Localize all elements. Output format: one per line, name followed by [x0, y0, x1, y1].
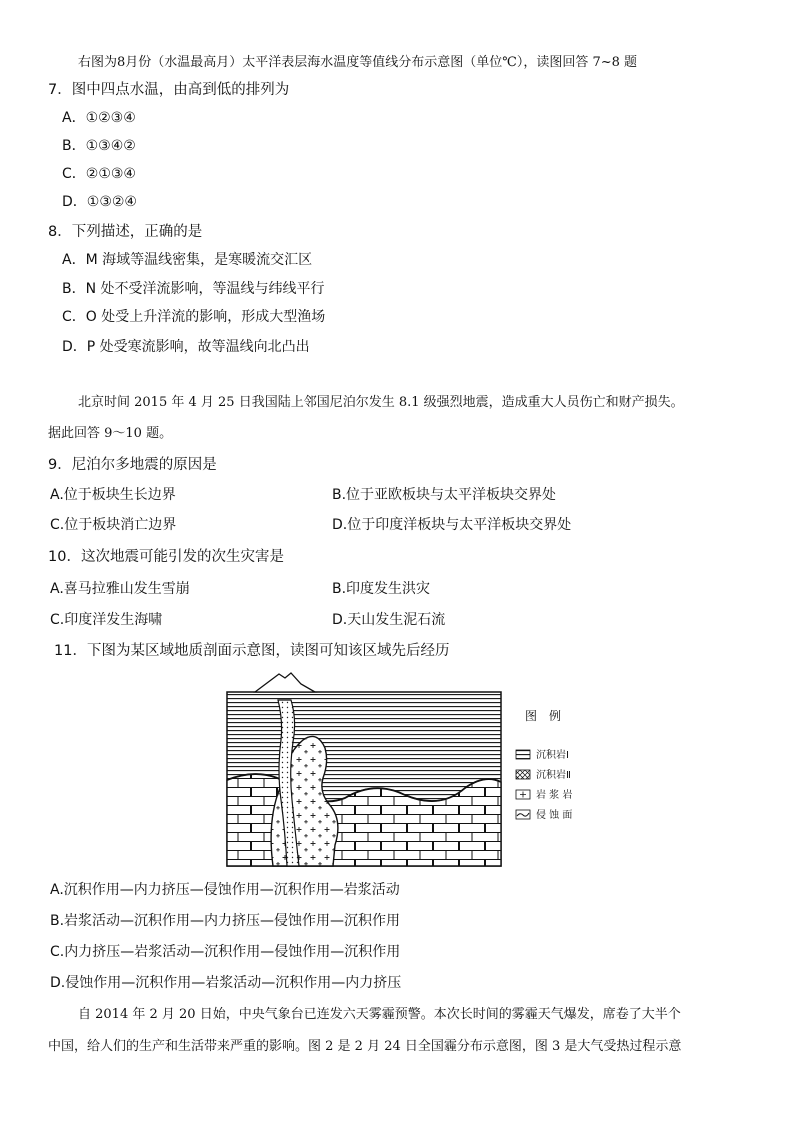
q9-option-a: A.位于板块生长边界: [50, 487, 176, 503]
q7-option-b: B．①③④②: [62, 138, 136, 154]
q7-option-a: A．①②③④: [62, 110, 136, 126]
legend-title: 图 例: [525, 709, 562, 723]
geologic-section-figure: [225, 670, 595, 870]
q11-option-a: A.沉积作用—内力挤压—侵蚀作用—沉积作用—岩浆活动: [50, 882, 400, 898]
intro-q9-10-line1: 北京时间 2015 年 4 月 25 日我国陆上邻国尼泊尔发生 8.1 级强烈地震，造成重大人员伤亡和财产损失。: [78, 395, 684, 410]
q8-option-d: D．P 处受寒流影响，故等温线向北凸出: [62, 339, 310, 355]
q8-option-a: A．M 海域等温线密集，是寒暖流交汇区: [62, 252, 313, 268]
q7-option-c: C．②①③④: [62, 166, 136, 182]
section-box: [227, 673, 501, 866]
q8-option-b: B．N 处不受洋流影响，等温线与纬线平行: [62, 281, 325, 297]
question-7-stem: 7．图中四点水温，由高到低的排列为: [48, 82, 290, 98]
legend-label-igneous: 岩 浆 岩: [536, 790, 573, 801]
legend-label-erosion-surface: 侵 蚀 面: [536, 810, 573, 821]
q9-option-d: D.位于印度洋板块与太平洋板块交界处: [332, 517, 572, 533]
q10-option-c: C.印度洋发生海啸: [50, 612, 163, 628]
question-11-stem: 11．下图为某区域地质剖面示意图，读图可知该区域先后经历: [54, 643, 450, 659]
question-8-stem: 8．下列描述，正确的是: [48, 224, 203, 240]
q9-option-b: B.位于亚欧板块与太平洋板块交界处: [332, 487, 557, 503]
legend-label-sedimentary-2: 沉积岩Ⅱ: [536, 770, 571, 781]
legend: [516, 708, 572, 821]
intro-q7-8: 右图为8月份（水温最高月）太平洋表层海水温度等值线分布示意图（单位℃），读图回答 7~8 题: [78, 55, 638, 70]
q10-option-d: D.天山发生泥石流: [332, 612, 446, 628]
q10-option-b: B.印度发生洪灾: [332, 581, 431, 597]
q8-option-c: C．O 处受上升洋流的影响，形成大型渔场: [62, 309, 326, 325]
q11-option-c: C.内力挤压—岩浆活动—沉积作用—侵蚀作用—沉积作用: [50, 944, 401, 960]
intro-haze-line1: 自 2014 年 2 月 20 日始，中央气象台已连发六天雾霾预警。本次长时间的雾霾天气爆发，席卷了大半个: [78, 1007, 681, 1022]
q11-option-d: D.侵蚀作用—沉积作用—岩浆活动—沉积作用—内力挤压: [50, 975, 402, 991]
question-10-stem: 10．这次地震可能引发的次生灾害是: [48, 549, 284, 565]
question-9-stem: 9．尼泊尔多地震的原因是: [48, 457, 217, 473]
q11-option-b: B.岩浆活动—沉积作用—内力挤压—侵蚀作用—沉积作用: [50, 913, 401, 929]
legend-swatch-sedimentary-1: [516, 750, 530, 759]
q10-option-a: A.喜马拉雅山发生雪崩: [50, 581, 190, 597]
legend-label-sedimentary-1: 沉积岩Ⅰ: [536, 750, 569, 761]
q9-option-c: C.位于板块消亡边界: [50, 517, 177, 533]
legend-swatch-sedimentary-2: [516, 770, 530, 779]
intro-haze-line2: 中国，给人们的生产和生活带来严重的影响。图 2 是 2 月 24 日全国霾分布示意图，图 3 是大气受热过程示意: [48, 1039, 682, 1054]
intro-q9-10-line2: 据此回答 9～10 题。: [48, 426, 173, 441]
q7-option-d: D．①③②④: [62, 194, 137, 210]
